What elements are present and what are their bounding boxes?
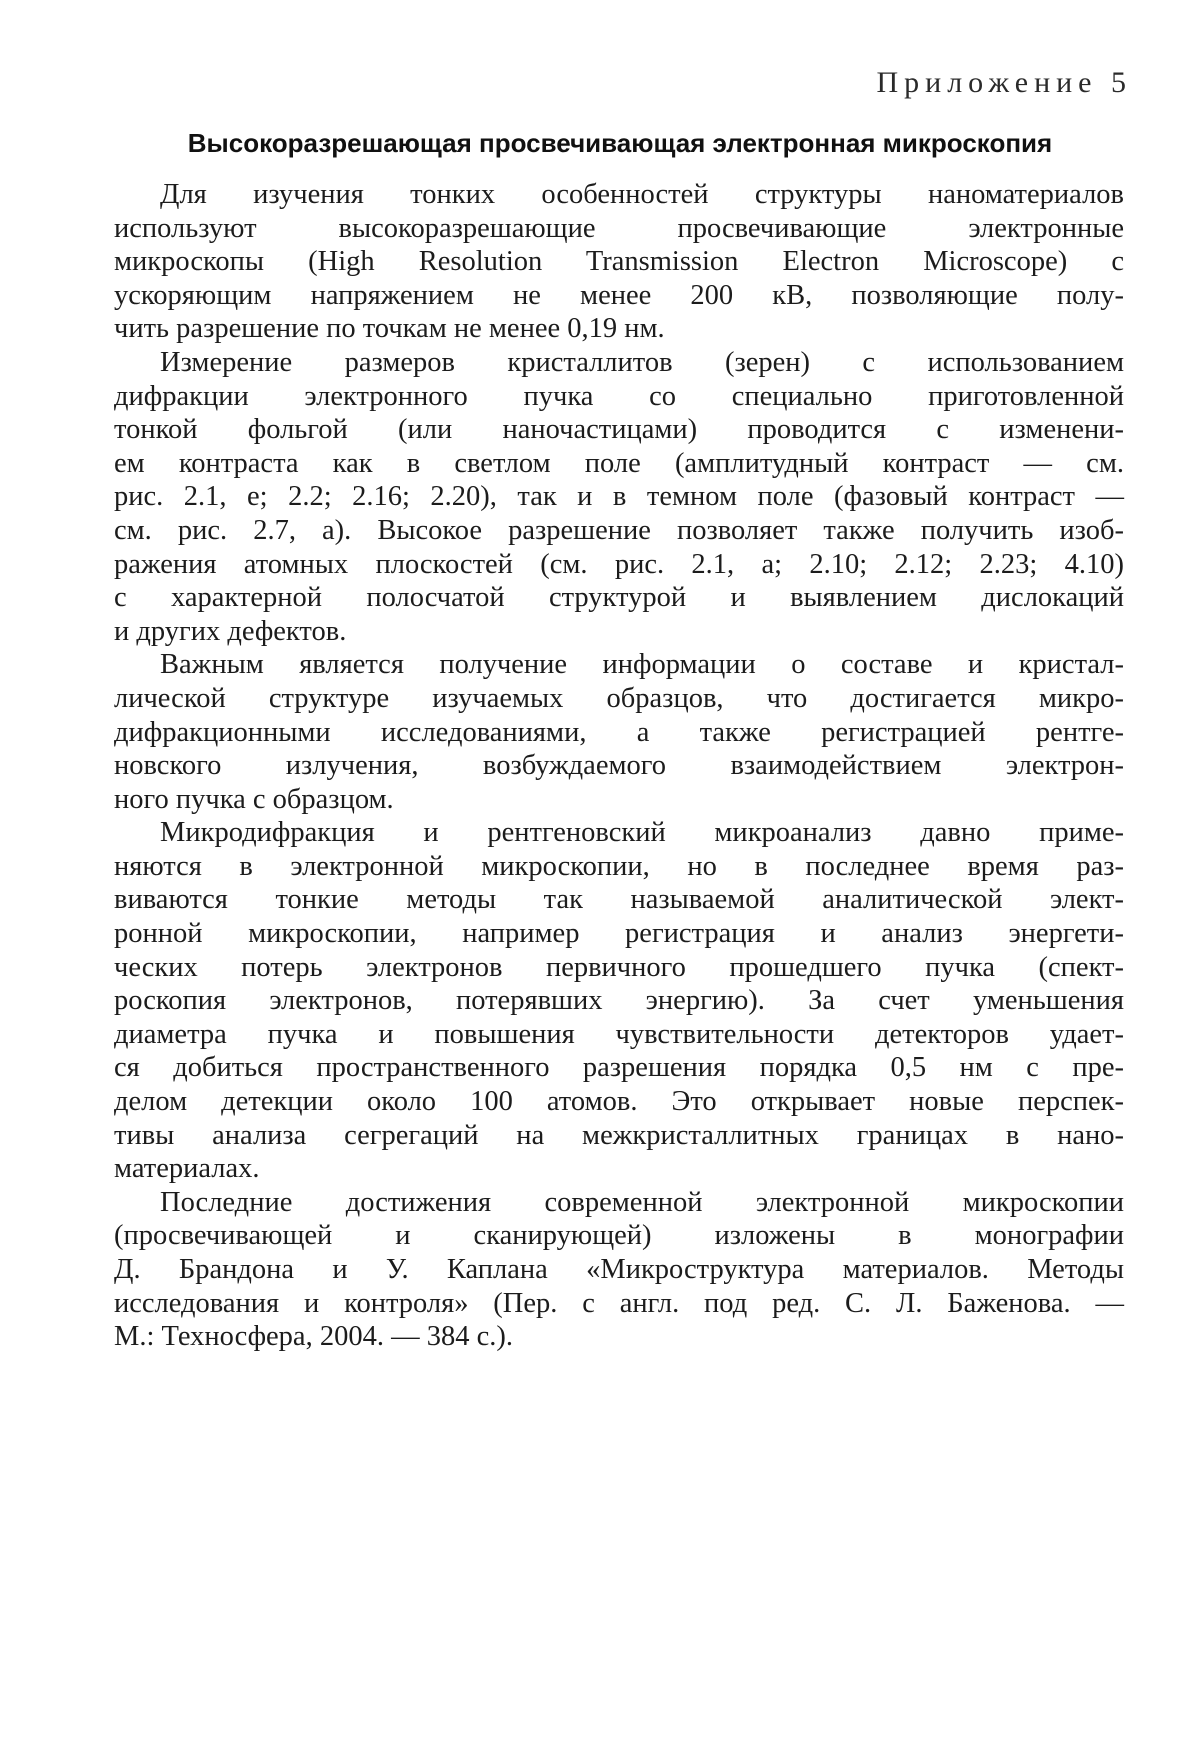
- text-line: микроскопы (High Resolution Transmission Electron Microscope) с: [114, 246, 1124, 278]
- text-line: ражения атомных плоскостей (см. рис. 2.1, а; 2.10; 2.12; 2.23; 4.10): [114, 548, 1124, 580]
- text-line: новского излучения, возбуждаемого взаимодействием электрон-: [114, 750, 1124, 782]
- body-text: [114, 178, 1124, 1354]
- text-line: Последние достижения современной электронной микроскопии: [160, 1186, 1124, 1218]
- text-line: няются в электронной микроскопии, но в последнее время раз-: [114, 850, 1124, 882]
- text-line: и других дефектов.: [114, 615, 347, 647]
- text-line: М.: Техносфера, 2004. — 384 с.).: [114, 1321, 513, 1353]
- text-line: исследования и контроля» (Пер. с англ. под ред. С. Л. Баженова. —: [114, 1287, 1124, 1319]
- paragraph: [114, 346, 1124, 648]
- text-line: используют высокоразрешающие просвечивающие электронные: [114, 212, 1124, 244]
- text-line: ного пучка с образцом.: [114, 783, 394, 815]
- paragraph: [114, 178, 1124, 346]
- text-line: виваются тонкие методы так называемой аналитической элект-: [114, 884, 1124, 916]
- text-line: Д. Брандона и У. Каплана «Микроструктура материалов. Методы: [114, 1254, 1124, 1285]
- text-line: с характерной полосчатой структурой и выявлением дислокаций: [114, 582, 1124, 614]
- text-line: Важным является получение информации о составе и кристал-: [160, 649, 1124, 681]
- paragraph: [114, 1186, 1124, 1354]
- text-line: ронной микроскопии, например регистрация и анализ энергети-: [114, 918, 1124, 950]
- text-line: Измерение размеров кристаллитов (зерен) с использованием: [160, 346, 1124, 378]
- text-line: ческих потерь электронов первичного прошедшего пучка (спект-: [114, 951, 1124, 983]
- text-line: дифракционными исследованиями, а также регистрацией рентге-: [114, 716, 1124, 748]
- text-line: чить разрешение по точкам не менее 0,19 нм.: [114, 313, 665, 345]
- text-line: делом детекции около 100 атомов. Это открывает новые перспек-: [114, 1086, 1124, 1118]
- text-line: роскопия электронов, потерявших энергию). За счет уменьшения: [114, 985, 1124, 1017]
- text-line: ускоряющим напряжением не менее 200 кВ, позволяющие полу-: [114, 279, 1124, 311]
- text-line: лической структуре изучаемых образцов, что достигается микро-: [114, 682, 1124, 714]
- text-line: Для изучения тонких особенностей структуры наноматериалов: [160, 179, 1124, 210]
- text-line: Микродифракция и рентгеновский микроанализ давно приме-: [160, 817, 1124, 849]
- paragraph: [114, 648, 1124, 816]
- text-line: дифракции электронного пучка со специально приготовленной: [114, 380, 1124, 412]
- text-line: (просвечивающей и сканирующей) изложены в монографии: [114, 1220, 1124, 1252]
- running-head: Приложение 5: [876, 66, 1132, 99]
- text-line: ся добиться пространственного разрешения порядка 0,5 нм с пре-: [114, 1052, 1124, 1084]
- text-line: материалах.: [114, 1153, 260, 1185]
- text-line: тонкой фольгой (или наночастицами) проводится с изменени-: [114, 414, 1124, 446]
- text-line: см. рис. 2.7, а). Высокое разрешение позволяет также получить изоб-: [114, 514, 1124, 546]
- text-line: рис. 2.1, е; 2.2; 2.16; 2.20), так и в темном поле (фазовый контраст —: [114, 481, 1124, 513]
- section-title: Высокоразрешающая просвечивающая электронная микроскопия: [187, 128, 1053, 158]
- text-line: ем контраста как в светлом поле (амплитудный контраст — см.: [114, 447, 1124, 479]
- paragraph: [114, 816, 1124, 1186]
- text-line: тивы анализа сегрегаций на межкристаллитных границах в нано-: [114, 1119, 1124, 1151]
- text-line: диаметра пучка и повышения чувствительности детекторов удает-: [114, 1018, 1124, 1050]
